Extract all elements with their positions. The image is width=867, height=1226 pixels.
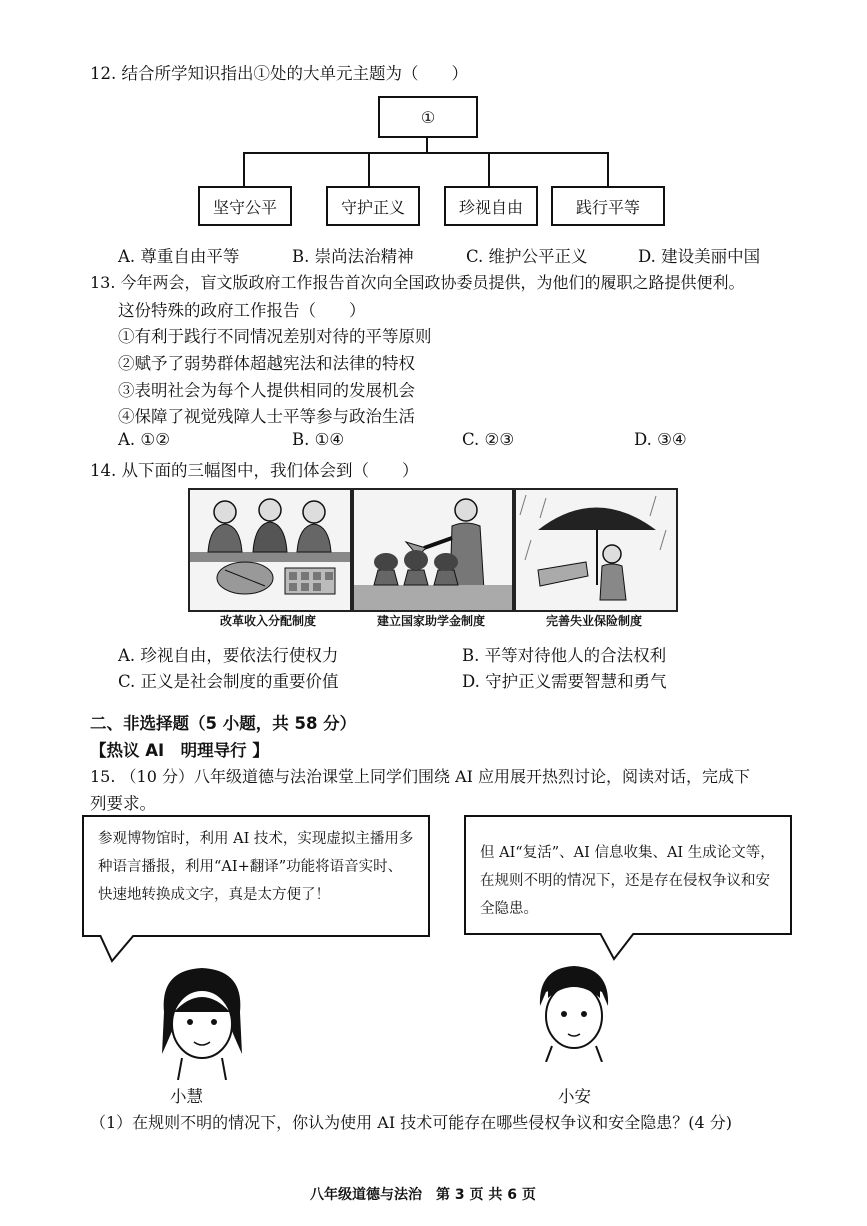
section-theme: 【热议 AI 明理导行 】 <box>90 741 269 760</box>
speech-bubble-tail <box>100 935 140 963</box>
q12-child-box: 坚守公平 <box>198 186 292 226</box>
q12-root-box: ① <box>378 96 478 138</box>
q14-caption: 建立国家助学金制度 <box>376 614 485 628</box>
name-xiaohui: 小慧 <box>170 1087 203 1106</box>
umbrella-rain-illustration <box>516 490 676 610</box>
q13-stem: 13. 今年两会，盲文版政府工作报告首次向全国政协委员提供，为他们的履职之路提供便利。 <box>90 273 745 292</box>
q13-item: ①有利于践行不同情况差别对待的平等原则 <box>118 327 432 346</box>
q12-connector <box>368 152 370 186</box>
q12-option-b: B. 崇尚法治精神 <box>292 247 414 266</box>
q12-connector <box>243 152 609 154</box>
q15-stem: 15. （10 分）八年级道德与法治课堂上同学们围绕 AI 应用展开热烈讨论，阅读对话，完成下 <box>90 767 751 786</box>
q12-option-d: D. 建设美丽中国 <box>638 247 761 266</box>
girl-avatar <box>152 962 252 1080</box>
speech-bubble-right: 但 AI“复活”、AI 信息收集、AI 生成论文等，在规则不明的情况下，还是存在侵权争议和安全隐患。 <box>464 815 792 935</box>
speech-bubble-tail <box>600 933 640 961</box>
q14-option-b: B. 平等对待他人的合法权利 <box>462 646 667 665</box>
q14-caption: 完善失业保险制度 <box>545 614 642 628</box>
q12-connector <box>607 152 609 186</box>
page-footer: 八年级道德与法治 第 3 页 共 6 页 <box>310 1187 536 1203</box>
q14-stem: 14. 从下面的三幅图中，我们体会到（ ） <box>90 461 419 480</box>
q12-connector <box>488 152 490 186</box>
q14-option-c: C. 正义是社会制度的重要价值 <box>118 672 339 691</box>
q14-option-d: D. 守护正义需要智慧和勇气 <box>462 672 667 691</box>
q12-stem: 12. 结合所学知识指出①处的大单元主题为（ ） <box>90 64 468 83</box>
q13-stem-cont: 这份特殊的政府工作报告（ ） <box>118 301 366 320</box>
q12-child-box: 守护正义 <box>326 186 420 226</box>
q12-option-a: A. 尊重自由平等 <box>118 247 240 266</box>
watering-plants-illustration <box>354 490 512 610</box>
section-title: 二、非选择题（5 小题，共 58 分） <box>90 714 357 733</box>
q12-connector <box>426 136 428 152</box>
q13-option-d: D. ③④ <box>634 430 687 449</box>
q12-child-box: 践行平等 <box>551 186 665 226</box>
people-at-table-illustration <box>190 490 350 610</box>
q13-option-c: C. ②③ <box>462 430 515 449</box>
q13-item: ②赋予了弱势群体超越宪法和法律的特权 <box>118 354 415 373</box>
q12-option-c: C. 维护公平正义 <box>466 247 588 266</box>
q14-option-a: A. 珍视自由，要依法行使权力 <box>118 646 339 665</box>
q14-image-unemployment-insurance <box>514 488 678 612</box>
q13-item: ④保障了视觉残障人士平等参与政治生活 <box>118 407 415 426</box>
q13-item: ③表明社会为每个人提供相同的发展机会 <box>118 381 415 400</box>
q14-image-student-aid <box>352 488 514 612</box>
q12-child-box: 珍视自由 <box>444 186 538 226</box>
q15-stem-cont: 列要求。 <box>90 794 156 813</box>
boy-avatar <box>532 962 616 1062</box>
name-xiaoan: 小安 <box>558 1087 591 1106</box>
speech-bubble-left: 参观博物馆时，利用 AI 技术，实现虚拟主播用多种语言播报，利用“AI+翻译”功能将语音实时、快速地转换成文字，真是太方便了！ <box>82 815 430 937</box>
q15-subquestion-1: （1）在规则不明的情况下，你认为使用 AI 技术可能存在哪些侵权争议和安全隐患？(4 分) <box>90 1113 732 1132</box>
q13-option-b: B. ①④ <box>292 430 345 449</box>
q13-option-a: A. ①② <box>118 430 170 449</box>
q14-image-income-distribution <box>188 488 352 612</box>
q14-caption: 改革收入分配制度 <box>219 614 316 628</box>
q12-connector <box>243 152 245 186</box>
